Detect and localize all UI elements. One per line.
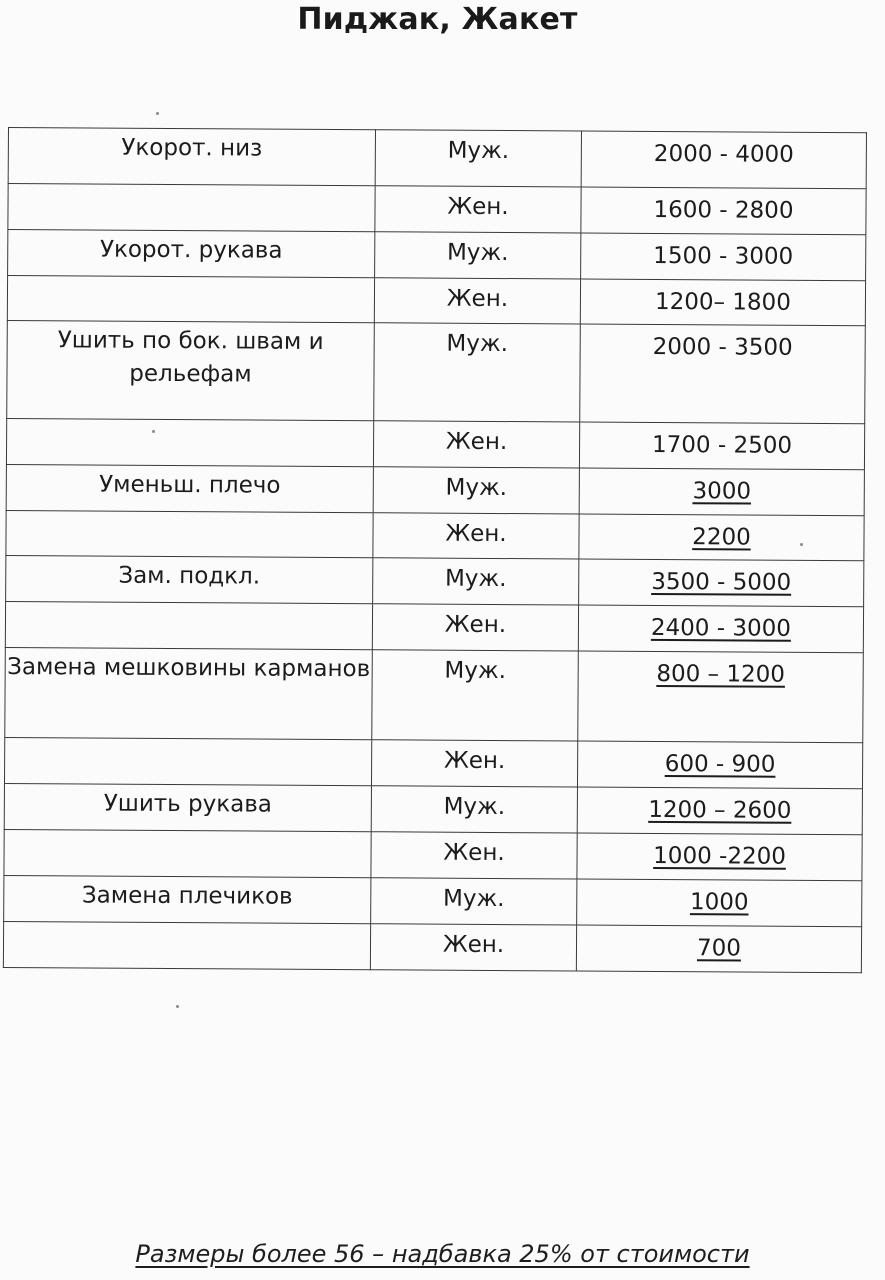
gender-cell: Жен. <box>371 740 577 787</box>
table-row <box>8 128 866 189</box>
price-value: 2400 - 3000 <box>650 614 792 642</box>
service-cell <box>4 829 371 877</box>
table-row <box>5 601 863 652</box>
price-table <box>3 127 867 973</box>
service-cell: Укорот. низ <box>8 128 375 186</box>
price-value: 2200 <box>692 524 751 551</box>
gender-cell: Жен. <box>370 924 576 971</box>
price-value: 700 <box>696 935 742 962</box>
gender-cell: Муж. <box>373 467 579 514</box>
gender-cell: Муж. <box>371 786 577 833</box>
gender-cell: Жен. <box>371 832 577 879</box>
price-value: 2000 - 3500 <box>652 333 793 361</box>
price-value: 3500 - 5000 <box>651 568 792 596</box>
scan-speck <box>176 1005 179 1008</box>
gender-cell: Муж. <box>374 323 581 422</box>
price-cell <box>579 514 864 561</box>
service-cell <box>4 737 371 785</box>
gender-cell: Муж. <box>371 878 577 925</box>
price-cell <box>579 468 864 516</box>
service-cell <box>8 184 375 232</box>
service-cell <box>7 276 374 323</box>
table-row <box>6 555 864 606</box>
gender-cell: Муж. <box>373 558 579 605</box>
table-row <box>6 510 864 560</box>
table-row <box>6 464 864 515</box>
table-row <box>6 418 864 469</box>
gender-cell: Жен. <box>374 278 580 324</box>
service-cell: Замена плечиков <box>4 875 371 923</box>
service-cell: Уменьш. плечо <box>6 464 373 512</box>
service-cell: Укорот. рукава <box>8 230 375 278</box>
price-value: 1200 – 2600 <box>648 796 792 824</box>
service-cell <box>6 418 373 466</box>
table-row <box>4 737 862 788</box>
price-value: 800 – 1200 <box>656 660 786 688</box>
service-cell: Замена мешковины карманов <box>5 647 373 739</box>
table-row <box>5 647 864 742</box>
scan-speck <box>800 543 803 546</box>
service-cell <box>6 510 373 557</box>
scan-speck <box>152 430 155 433</box>
price-value: 1000 <box>689 889 749 916</box>
price-value: 1000 -2200 <box>653 842 786 870</box>
gender-cell: Муж. <box>375 232 581 279</box>
price-cell <box>580 279 865 326</box>
gender-cell: Муж. <box>375 130 581 187</box>
gender-cell: Муж. <box>372 650 579 741</box>
price-cell <box>576 925 861 973</box>
gender-cell: Жен. <box>373 421 579 468</box>
price-cell <box>577 741 862 789</box>
service-cell <box>3 921 370 969</box>
price-cell <box>577 833 862 881</box>
service-cell <box>5 601 372 649</box>
table-row <box>4 875 862 926</box>
price-value: 1200– 1800 <box>654 288 791 316</box>
price-cell <box>579 559 864 607</box>
price-cell <box>578 651 864 743</box>
price-value: 1600 - 2800 <box>653 196 794 224</box>
price-cell <box>580 324 866 424</box>
price-cell <box>577 787 862 835</box>
table-row <box>3 921 861 972</box>
gender-cell: Жен. <box>373 513 579 559</box>
footnote: Размеры более 56 – надбавка 25% от стоимости <box>135 1240 750 1268</box>
price-value: 1500 - 3000 <box>653 242 794 270</box>
price-value: 600 - 900 <box>664 751 776 778</box>
service-cell: Ушить по бок. швам и рельефам <box>7 320 375 420</box>
service-cell: Зам. подкл. <box>6 555 373 603</box>
gender-cell: Жен. <box>375 186 581 233</box>
service-cell: Ушить рукава <box>4 783 371 831</box>
price-cell <box>581 233 866 281</box>
price-cell <box>578 605 863 653</box>
gender-cell: Жен. <box>372 604 578 651</box>
price-cell <box>579 422 864 470</box>
price-cell <box>577 879 862 927</box>
table-row <box>7 320 866 423</box>
price-value: 2000 - 4000 <box>653 140 794 168</box>
price-value: 1700 - 2500 <box>651 431 793 459</box>
table-row <box>8 184 866 235</box>
page-title: Пиджак, Жакет <box>297 2 578 37</box>
table-row <box>8 230 866 281</box>
table-row <box>4 829 862 880</box>
price-value: 3000 <box>692 478 752 505</box>
scan-speck <box>156 112 159 115</box>
price-cell <box>581 187 866 235</box>
table-row <box>4 783 862 834</box>
table-row <box>7 276 865 326</box>
price-cell <box>581 131 866 189</box>
